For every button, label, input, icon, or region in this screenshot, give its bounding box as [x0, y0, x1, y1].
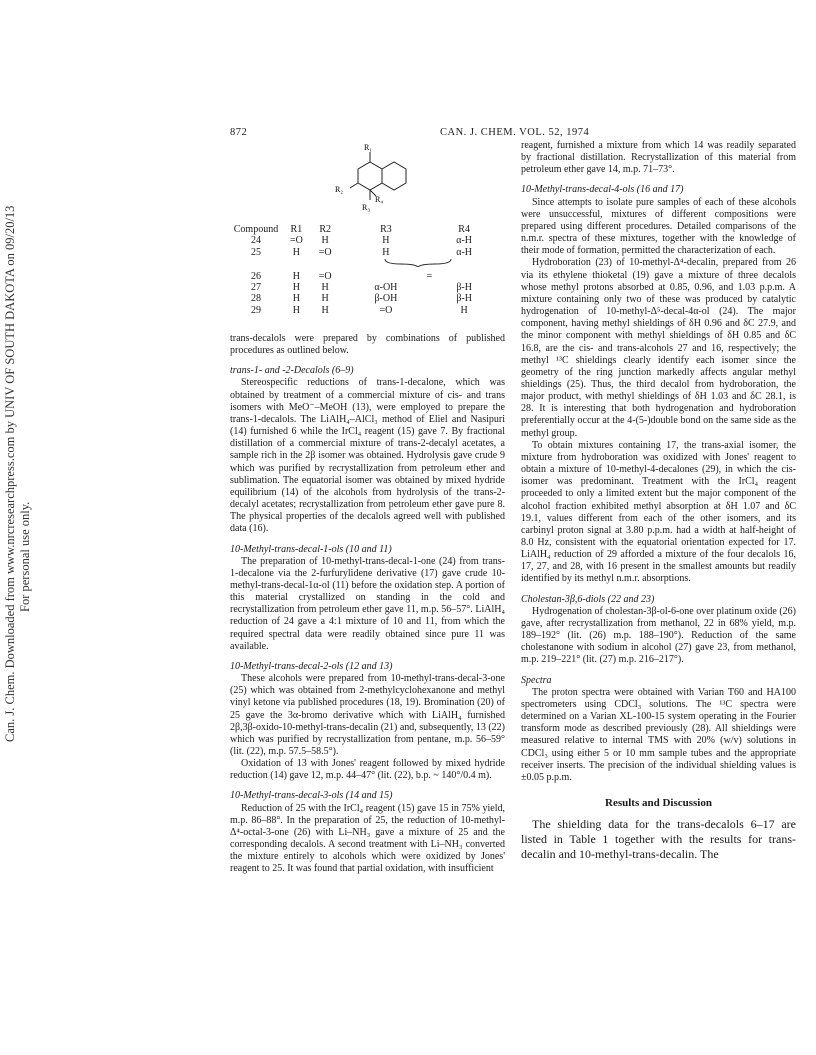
- ring-left: [358, 162, 382, 190]
- subheading-decal-4-ols: 10-Methyl-trans-decal-4-ols (16 and 17): [521, 184, 684, 196]
- label-r3: R₃: [362, 203, 371, 212]
- table-cell: 27: [251, 282, 261, 294]
- paragraph: The preparation of 10-methyl-trans-decal-1-one (24) from trans-1-decalone via the 2-furfurylidene derivative (17) gave crude 10-methyl-trans-decal-1α-ol (11) before the oxidation step. A portion of this material crystallized on standing in the cold and recrystallization from petroleum ether gave 11, m.p. 56–57°. LiAlH₄ reduction of 24 gave a 4:1 mixture of 10 and 11, from which the required spectral data were readily obtained since pure 11 was available.: [230, 555, 505, 652]
- paragraph: To obtain mixtures containing 17, the trans-axial isomer, the mixture from hydroboration was oxidized with Jones' reagent to obtain a mixture of 10-methyl-4-decalones (29), in which the cis-isomer was predominant. Treatment with the IrCl₄ reagent proceeded to only a limited extent but the major component of the alcohol fraction exhibited methyl absorption at δH 1.07 and δC 19.1, values different from each of the other isomers, and its carbinyl proton signal at 3.80 p.p.m. had a width at half-height of 8.0 Hz, consistent with the equatorial orientation expected for 17. LiAlH₄ reduction of 29 afforded a mixture of the four decalols 16, 17, 27, and 28, with 16 present in the smallest amounts but readily identified by its methyl n.m.r. absorptions.: [521, 439, 796, 585]
- table-cell: =O: [379, 304, 393, 316]
- table-header-cell: R3: [380, 224, 392, 235]
- table-cell: [432, 271, 496, 282]
- subheading-spectra: Spectra: [521, 674, 552, 686]
- paragraph: Stereospecific reductions of trans-1-decalone, which was obtained by treatment of a commercial mixture of cis- and trans isomers with MeO⁻–MeOH (13), were employed to prepare the trans-1-decalols. The LiAlH₄–AlCl₃ method of Eliel and Nasipuri (14) furnished 6 while the IrCl₄ reagent (15) gave 7. By fractional distillation of a commercial mixture of trans-2-decalyl acetates, a sample rich in the 2β isomer was obtained. Hydrolysis gave crude 9 which was purified by recrystallization from petroleum ether and sublimation. The equatorial isomer was obtained by mixed hydride equilibrium (14) of the alcohols from hydrolysis of the trans-2-decalyl acetates; recrystallization from petroleum ether gave pure 8. The physical properties of the decalols agreed well with published data (16).: [230, 377, 505, 535]
- paragraph: The proton spectra were obtained with Varian T60 and HA100 spectrometers using CDCl₃ solutions. The ¹³C spectra were determined on a Varian XL-100-15 system operating in the Fourier transform mode as described previously (28). All shieldings were measured relative to internal TMS with 20% (w/v) solutions in CDCl₃ using either 5 or 10 mm sample tubes and the appropriate receiver inserts. The precision of the individual shielding values is ±0.05 p.p.m.: [521, 686, 796, 783]
- table-row: [230, 271, 496, 282]
- download-notice: [0, 0, 58, 1055]
- table-cell: H: [292, 282, 300, 294]
- table-row: [230, 282, 496, 293]
- table-cell: H: [321, 293, 329, 305]
- table-header-cell: R2: [319, 224, 331, 235]
- table-header-cell: R4: [458, 224, 470, 235]
- table-cell: H: [321, 235, 329, 247]
- subheading-decal-2-ols: 10-Methyl-trans-decal-2-ols (12 and 13): [230, 660, 393, 672]
- table-cell: α-OH: [374, 282, 398, 294]
- table-cell: H: [460, 304, 468, 316]
- download-notice-line1: Can. J. Chem. Downloaded from www.nrcresearchpress.com by UNIV OF SOUTH DAKOTA on 09/20/13: [3, 205, 17, 742]
- table-cell: 25: [251, 246, 261, 258]
- table-cell: H: [382, 246, 390, 258]
- subheading-cholestan-diols: Cholestan-3β,6-diols (22 and 23): [521, 593, 655, 605]
- paragraph: The shielding data for the trans-decalols 6–17 are listed in Table 1 together with the results for trans-decalin and 10-methyl-trans-decalin. The: [521, 817, 796, 862]
- table-row: [230, 293, 496, 304]
- paragraph: reagent, furnished a mixture from which 14 was readily separated by fractional distillation. Recrystallization of this material from petroleum ether gave 14, m.p. 71–73°.: [521, 140, 796, 176]
- table-cell: H: [321, 304, 329, 316]
- table-header-cell: Compound: [233, 224, 279, 235]
- table-cell: 29: [251, 304, 261, 316]
- table-row: [230, 305, 496, 316]
- subheading-decal-3-ols: 10-Methyl-trans-decal-3-ols (14 and 15): [230, 790, 393, 802]
- table-cell: =O: [289, 235, 303, 247]
- ring-right: [382, 162, 406, 190]
- paragraph: These alcohols were prepared from 10-methyl-trans-decal-3-one (25) which was obtained from 2-methylcyclohexanone and methyl vinyl ketone via published procedures (18, 19). Bromination (20) of 25 gave the 3α-bromo derivative which with LiAlH₄ furnished 2β,3β-oxido-10-methyl-trans-decalin (21) and, subsequently, 13 (22) which was purified by recrystallization from pentane, m.p. 56–59° (lit. (22), m.p. 57.5–58.5°).: [230, 673, 506, 757]
- table-cell: H: [292, 304, 300, 316]
- compound-table: [230, 224, 496, 316]
- page-number: 872: [230, 127, 248, 138]
- download-notice-line2: For personal use only.: [18, 501, 32, 612]
- paragraph: Hydrogenation of cholestan-3β-ol-6-one over platinum oxide (26) gave, after recrystallization from methanol, 22 in 68% yield, m.p. 189–192° (lit. (26) m.p. 188–190°). Reduction of the same cholestanone with sodium in alcohol (27) gave 23, from methanol, m.p. 219–221° (lit. (27) m.p. 216–217°).: [521, 605, 796, 666]
- table-cell: H: [382, 235, 390, 247]
- table-cell: H: [292, 293, 300, 305]
- right-column: [521, 140, 796, 862]
- label-r4: R₄: [375, 195, 384, 204]
- label-r2: R₂: [335, 185, 344, 194]
- table-cell: α-H: [456, 235, 473, 247]
- table-cell: β-OH: [374, 293, 398, 305]
- brace-mark: [383, 258, 453, 267]
- left-column: [230, 333, 505, 876]
- table-cell: β-H: [456, 293, 472, 305]
- table-header-row: [230, 224, 496, 235]
- label-r1: R₁: [364, 143, 373, 152]
- journal-citation: CAN. J. CHEM. VOL. 52, 1974: [440, 127, 590, 138]
- paragraph: Since attempts to isolate pure samples of each of these alcohols were unsuccessful, mixtures of different compositions were prepared using different procedures. Detailed comparisons of the n.m.r. spectra of these mixtures, together with the knowledge of their mode of formation, permitted the characterization of each.: [521, 196, 796, 257]
- table-cell: =O: [318, 246, 332, 258]
- decalin-structure-diagram: [320, 140, 430, 220]
- table-cell: H: [292, 246, 300, 258]
- table-cell: 24: [251, 235, 261, 247]
- table-header-cell: R1: [290, 224, 303, 235]
- subheading-decal-1-ols: 10-Methyl-trans-decal-1-ols (10 and 11): [230, 543, 392, 555]
- table-cell: 26: [251, 270, 261, 282]
- table-row: [230, 235, 496, 246]
- table-cell: =: [426, 270, 433, 282]
- table-cell: α-H: [456, 246, 473, 258]
- paragraph: Oxidation of 13 with Jones' reagent followed by mixed hydride reduction (14) gave 12, m.p. 44–47° (lit. (22), b.p. ~ 140°/0.4 m).: [230, 758, 505, 782]
- table-cell: β-H: [456, 282, 472, 294]
- table-cell: H: [321, 282, 329, 294]
- table-row: [230, 247, 496, 258]
- subheading-decalols: trans-1- and -2-Decalols (6–9): [230, 365, 354, 377]
- section-title: Results and Discussion: [605, 796, 712, 809]
- paragraph: Reduction of 25 with the IrCl₄ reagent (15) gave 15 in 75% yield, m.p. 86–88°. In the preparation of 25, the reduction of 10-methyl-Δ⁴-octal-3-one (26) with Li–NH₃ gave a mixture of 25 and the corresponding decalols. A second treatment with Li–NH₃ converted the mixture entirely to alcohols which were oxidized by Jones' reagent to 25. It was found that partial oxidation, with insufficient: [230, 802, 505, 875]
- table-cell: 28: [251, 293, 261, 305]
- table-cell: H: [292, 270, 300, 282]
- table-cell: =O: [318, 270, 332, 282]
- intro-paragraph: trans-decalols were prepared by combinations of published procedures as outlined below.: [230, 333, 505, 357]
- paragraph: Hydroboration (23) of 10-methyl-Δ⁴-decalin, prepared from 26 via its ethylene thioketal (19) gave a mixture of three decalols whose methyl protons absorbed at 0.85, 0.96, and 1.03 p.p.m. A mixture containing only two of these was produced by catalytic hydrogenation of 10-methyl-Δ⁵-decal-4α-ol (24). The major component, having methyl shieldings of δH 0.96 and δC 27.9, and the minor component with methyl shieldings of δH 0.85 and δC 16.8, are the cis- and trans-alcohols 27 and 16, respectively; the methyl ¹³C shieldings clearly identify each isomer since the geometry of the ring junction markedly affects angular methyl shieldings (25). Thus, the third decalol from hydroboration, the major product, with methyl shieldings of δH 1.03 and δC 28.1, is 28. It is interesting that both hydrogenation and hydroboration preferentially occur at the 4-(5-)double bond on the same side as the methyl group.: [521, 257, 796, 439]
